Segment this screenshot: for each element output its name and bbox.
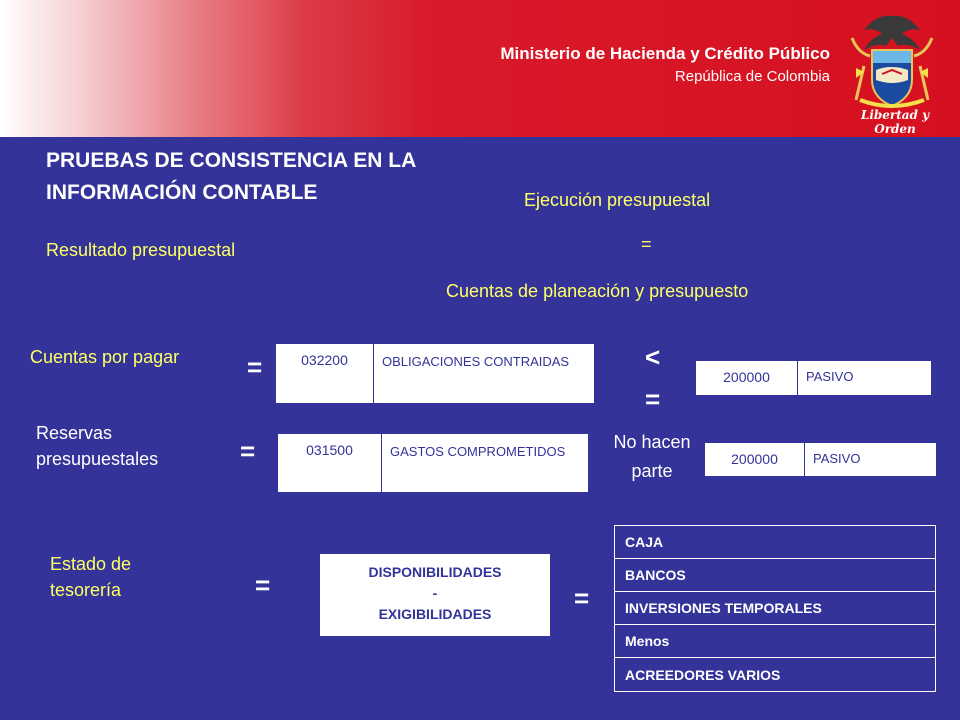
republic-name: República de Colombia: [674, 68, 830, 85]
page-title: PRUEBAS DE CONSISTENCIA EN LA INFORMACIÓN CONTABLE: [46, 149, 416, 204]
reserves-target-box: [705, 443, 936, 476]
payables-description: OBLIGACIONES CONTRAIDAS: [382, 354, 570, 369]
treasury-equals-sign: =: [255, 570, 271, 600]
ministry-name: Ministerio de Hacienda y Crédito Público: [500, 44, 830, 63]
minus-text: -: [432, 585, 438, 601]
payables-target-description: PASIVO: [806, 369, 854, 384]
payables-equals-sign: =: [247, 352, 263, 382]
table-row-cash: CAJA: [615, 526, 935, 559]
reserves-target-code: 200000: [705, 443, 805, 476]
table-row-creditors: ACREEDORES VARIOS: [625, 666, 781, 683]
table-row-banks: BANCOS: [615, 559, 935, 592]
payables-code: 032200: [276, 344, 374, 403]
compare-equals-sign: =: [645, 384, 661, 414]
less-than-sign: <: [645, 342, 661, 372]
demandables-text: EXIGIBILIDADES: [378, 606, 492, 622]
table-row-temp-investments: INVERSIONES TEMPORALES: [615, 592, 935, 625]
budget-result-label: Resultado presupuestal: [46, 240, 236, 260]
table-row-less: Menos: [615, 625, 935, 658]
header-banner: [0, 0, 960, 137]
reserves-label: Reservas presupuestales: [36, 423, 159, 469]
payables-account-box: [276, 344, 594, 403]
reserves-description: GASTOS COMPROMETIDOS: [390, 444, 566, 459]
treasury-label: Estado de tesorería: [50, 554, 132, 600]
ministry-block: [500, 44, 830, 85]
reserves-target-description: PASIVO: [813, 451, 861, 466]
payables-target-code: 200000: [696, 361, 798, 395]
treasury-breakdown-table: [614, 525, 936, 692]
treasury-equals-sign-2: =: [574, 583, 590, 613]
budget-accounts-label: Cuentas de planeación y presupuesto: [446, 281, 749, 301]
budget-execution-label: Ejecución presupuestal: [524, 190, 711, 210]
availabilities-text: DISPONIBILIDADES: [368, 564, 502, 580]
reserves-code: 031500: [278, 434, 382, 492]
reserves-account-box: [278, 434, 588, 492]
reserves-equals-sign: =: [240, 436, 256, 466]
payables-target-box: [696, 361, 931, 395]
treasury-formula-box: [320, 554, 550, 636]
payables-label: Cuentas por pagar: [30, 347, 180, 367]
motto-text: Libertad y Orden: [860, 108, 930, 136]
budget-equals-sign: =: [641, 234, 652, 254]
not-part-note: No hacen parte: [613, 432, 691, 481]
